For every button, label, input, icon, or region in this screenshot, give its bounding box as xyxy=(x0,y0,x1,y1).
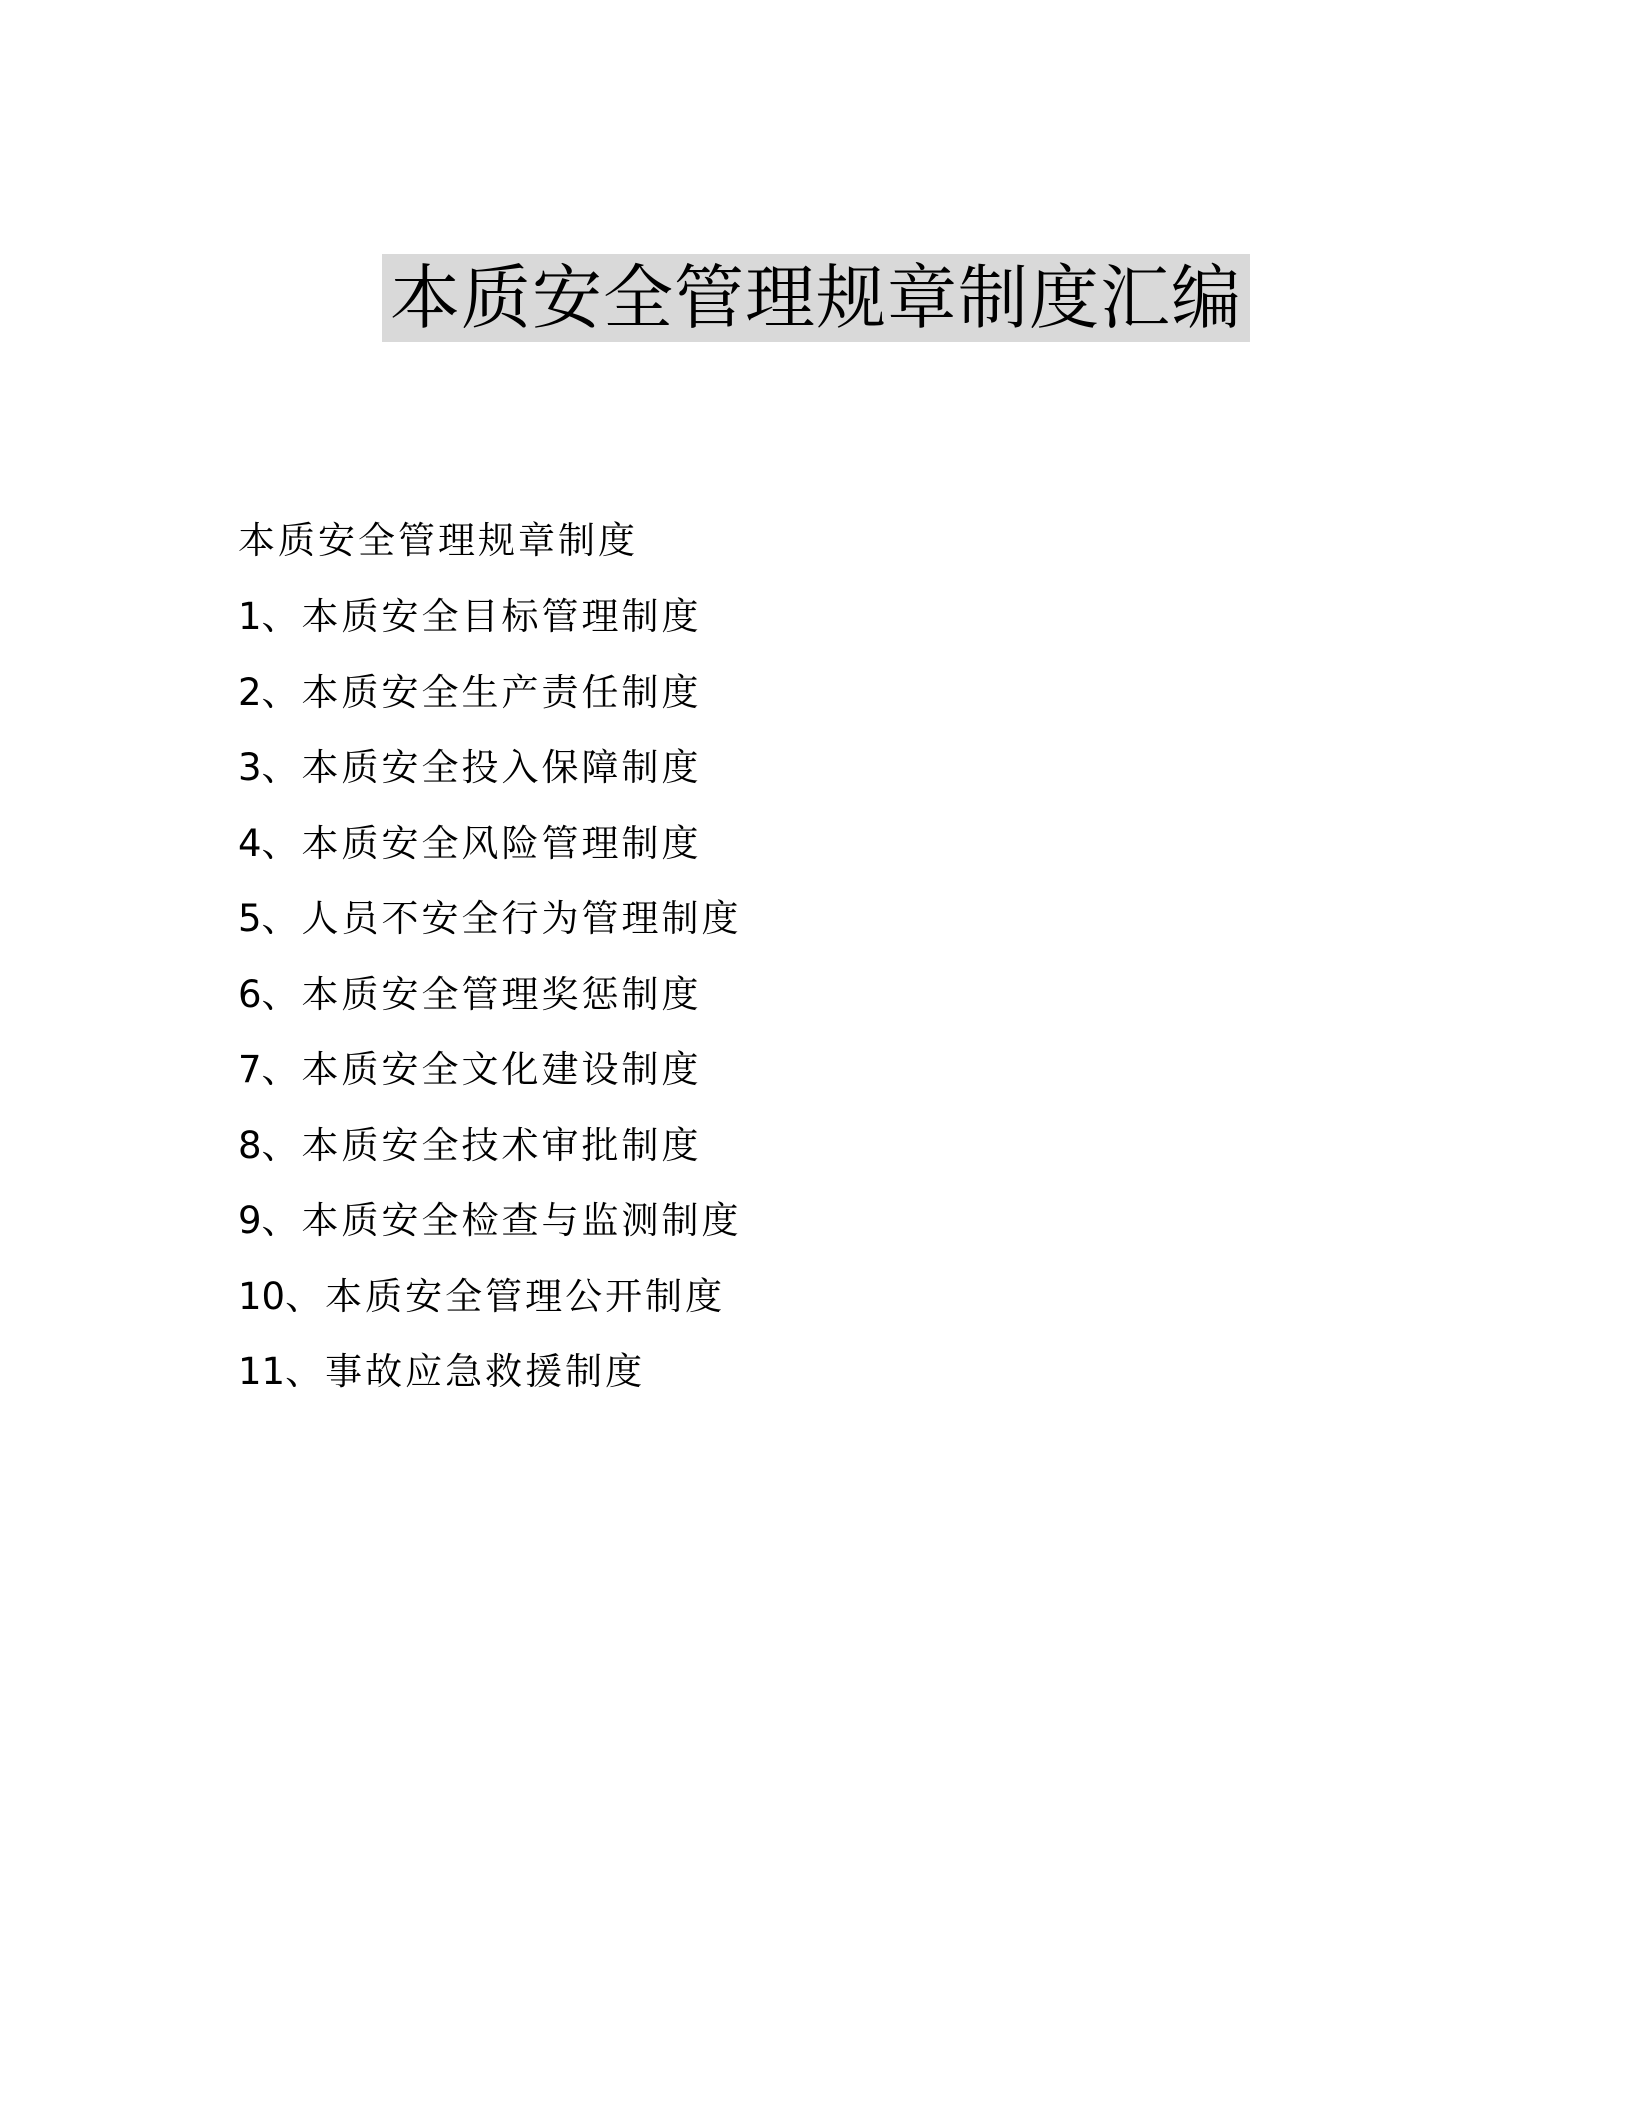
toc-item xyxy=(238,1045,1438,1095)
toc-item-text: 、本质安全检查与监测制度 xyxy=(261,1199,742,1242)
toc-heading: 本质安全管理规章制度 xyxy=(238,519,638,562)
toc-item xyxy=(238,1121,1438,1171)
toc-item-number: 2 xyxy=(238,670,262,714)
toc-item xyxy=(238,1347,1438,1397)
title-container xyxy=(0,254,1632,342)
toc-item xyxy=(238,592,1438,642)
toc-item-number: 8 xyxy=(238,1123,262,1167)
toc-item-number: 1 xyxy=(238,595,262,638)
toc-item-text: 、本质安全生产责任制度 xyxy=(261,670,702,714)
toc-item xyxy=(238,668,1438,718)
toc-item-number: 3 xyxy=(238,746,262,789)
table-of-contents xyxy=(238,516,1438,1423)
toc-item xyxy=(238,743,1438,793)
toc-item-text: 、本质安全投入保障制度 xyxy=(261,746,702,789)
toc-item-text: 、本质安全风险管理制度 xyxy=(261,821,702,865)
toc-item-text: 、本质安全技术审批制度 xyxy=(261,1123,702,1167)
toc-item-number: 10 xyxy=(238,1274,286,1318)
toc-item xyxy=(238,894,1438,944)
toc-item-text: 、本质安全目标管理制度 xyxy=(261,595,702,638)
toc-item-text: 、本质安全文化建设制度 xyxy=(261,1048,702,1091)
toc-item-number: 6 xyxy=(238,972,262,1016)
toc-item xyxy=(238,1196,1438,1246)
toc-item-number: 11 xyxy=(238,1350,286,1393)
toc-item-text: 、人员不安全行为管理制度 xyxy=(261,897,742,940)
toc-item-text: 、本质安全管理奖惩制度 xyxy=(261,972,702,1016)
toc-item xyxy=(238,819,1438,869)
document-title: 本质安全管理规章制度汇编 xyxy=(382,254,1250,342)
toc-item-text: 、事故应急救援制度 xyxy=(285,1350,646,1393)
toc-item-number: 4 xyxy=(238,821,262,865)
toc-item-number: 7 xyxy=(238,1048,262,1091)
toc-item-number: 9 xyxy=(238,1199,262,1242)
toc-item-number: 5 xyxy=(238,897,262,940)
toc-item xyxy=(238,970,1438,1020)
toc-item-text: 、本质安全管理公开制度 xyxy=(285,1274,726,1318)
toc-item xyxy=(238,1272,1438,1322)
toc-list xyxy=(238,592,1438,1397)
